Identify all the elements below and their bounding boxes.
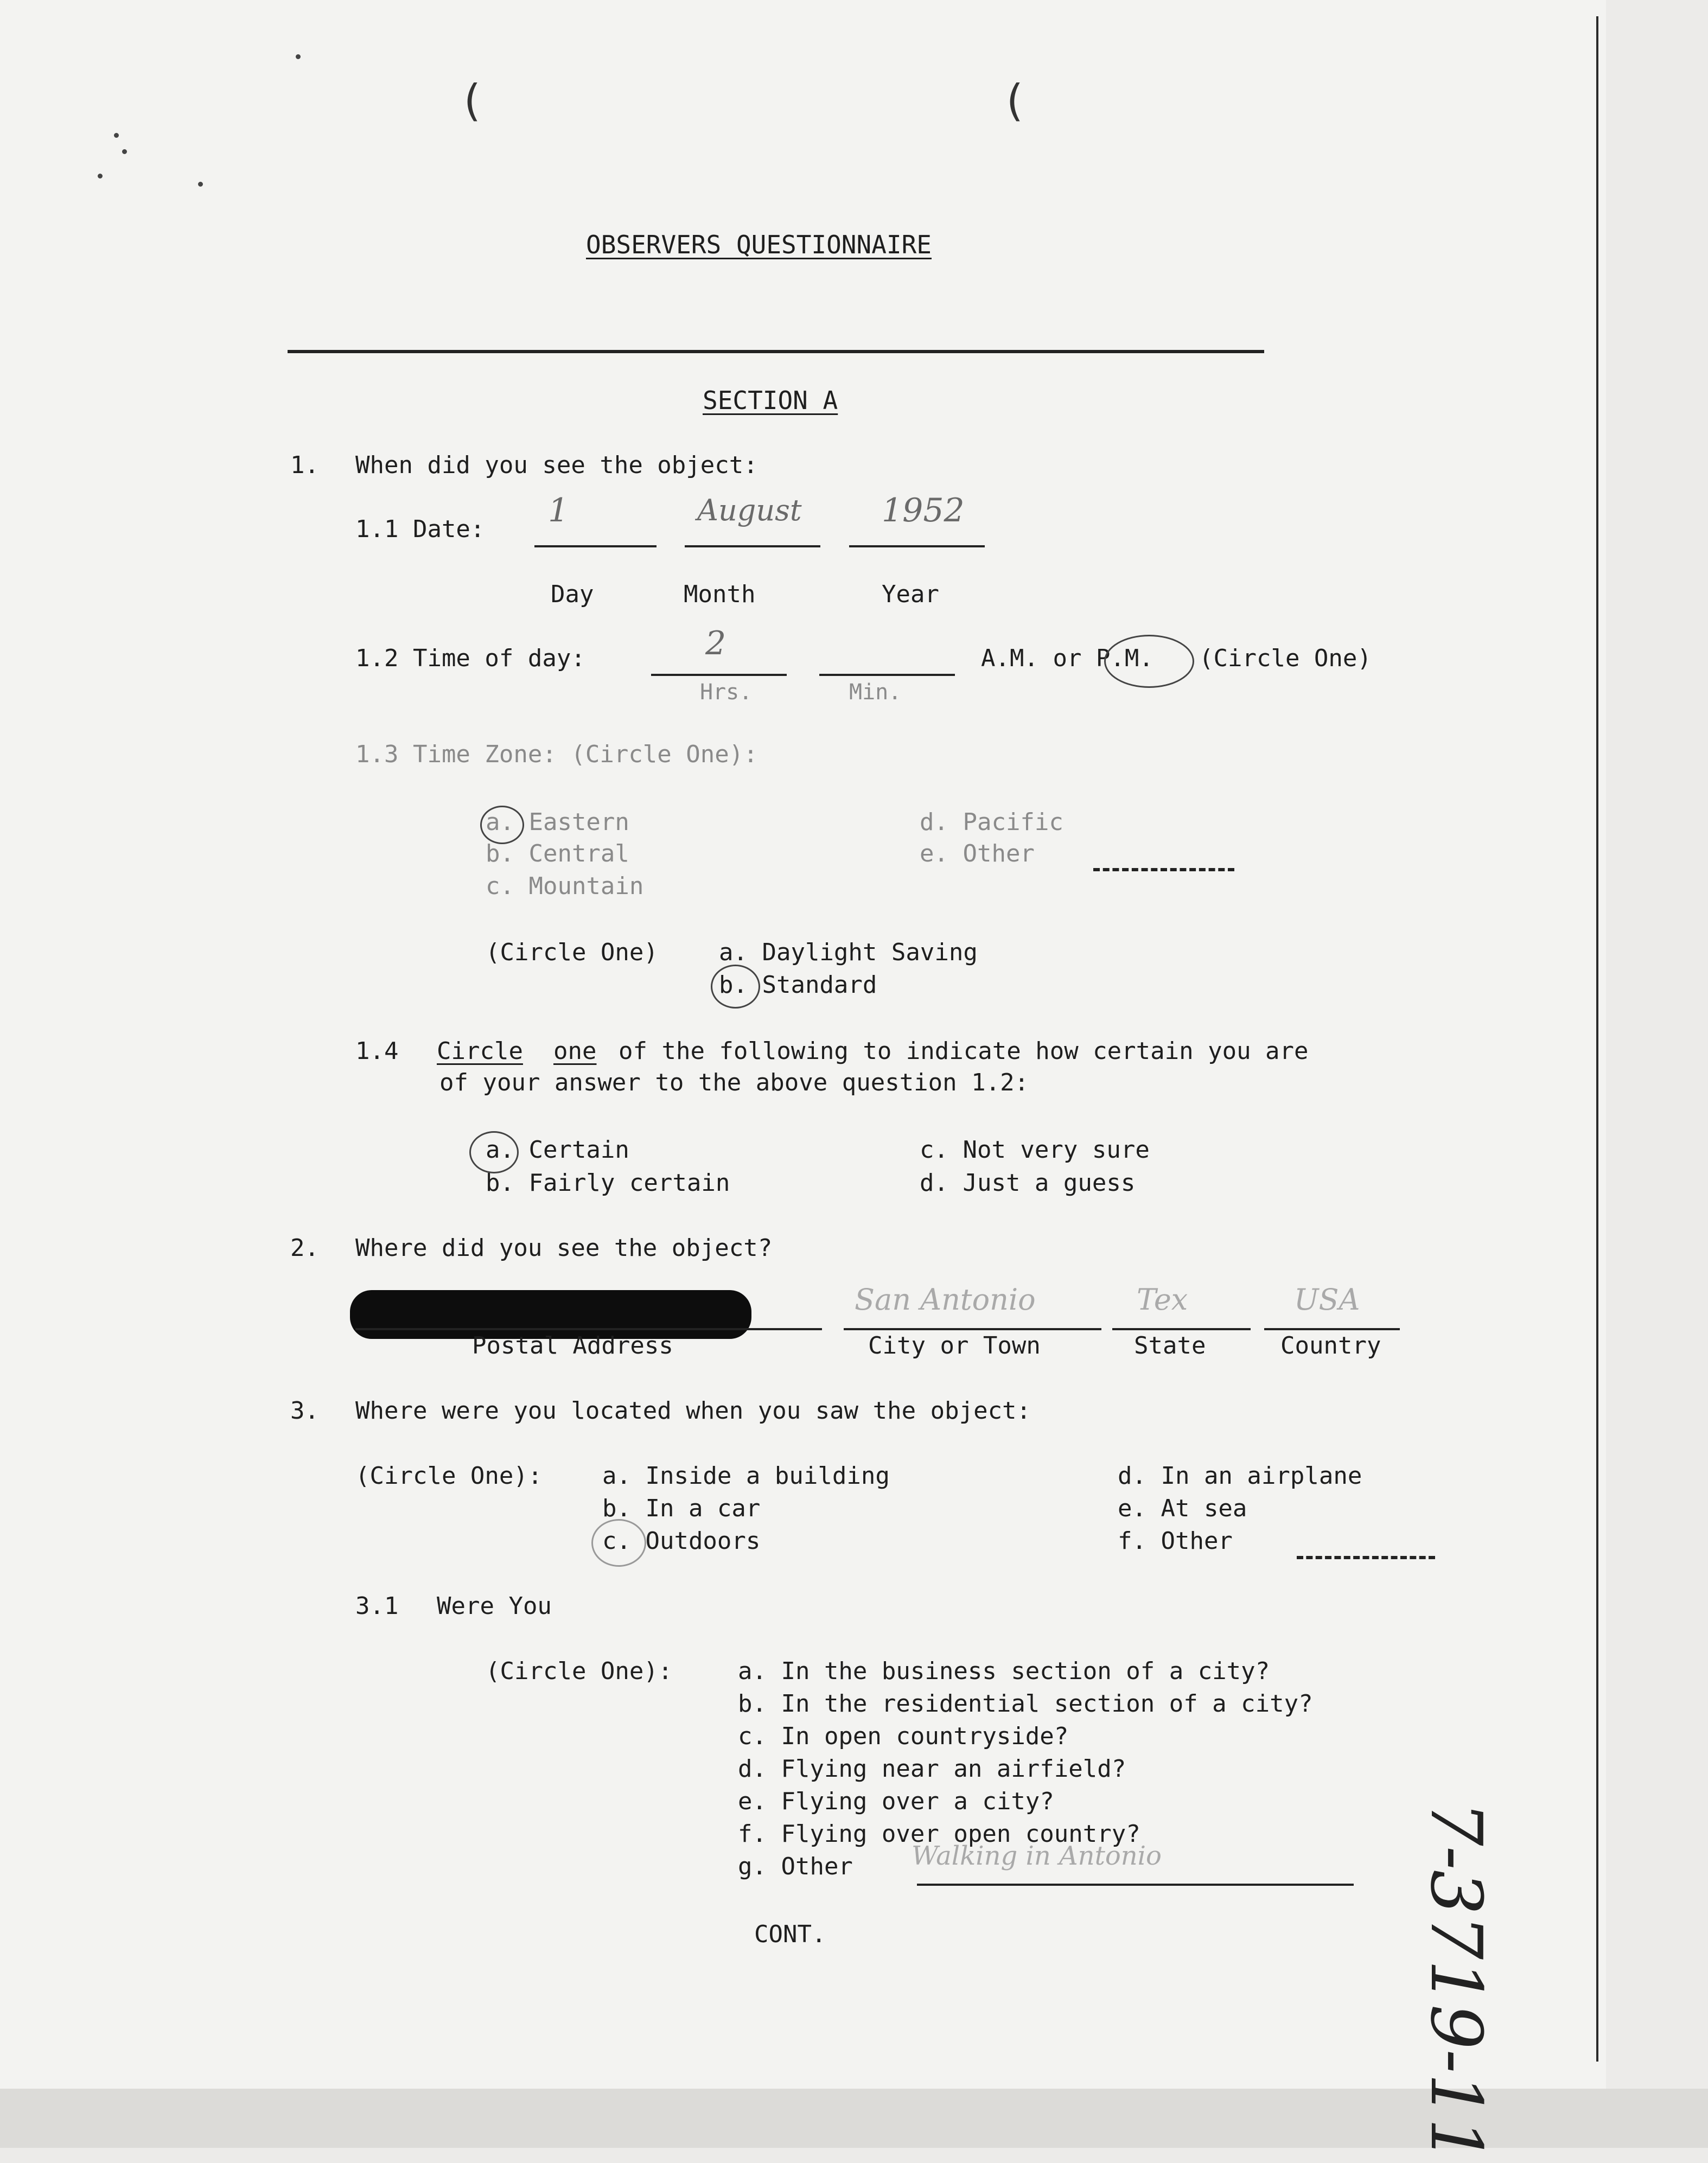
- location-option-f: f. Other: [1118, 1527, 1233, 1555]
- section-heading: SECTION A: [703, 386, 838, 415]
- zone-option-other: e. Other: [920, 840, 1035, 867]
- postal-address-line: [355, 1328, 822, 1330]
- scan-speck: [98, 174, 103, 178]
- question-text: When did you see the object:: [355, 451, 758, 479]
- certainty-circle-word: Circle: [437, 1037, 523, 1065]
- question-number: 2.: [290, 1234, 319, 1262]
- question-text: Were You: [437, 1592, 552, 1620]
- setting-option-g: g. Other: [738, 1853, 853, 1880]
- setting-other-value: Walking in Antonio: [912, 1841, 1162, 1871]
- day-caption: Day: [551, 580, 594, 608]
- margin-case-number: 7-3719-11: [1415, 1801, 1497, 2163]
- time-minutes-line: [819, 674, 955, 676]
- saving-option-standard: b. Standard: [719, 971, 877, 999]
- time-hours-line: [651, 674, 787, 676]
- location-option-d: d. In an airplane: [1118, 1462, 1362, 1490]
- certainty-one-word: one: [553, 1037, 597, 1065]
- setting-option-b: b. In the residential section of a city?: [738, 1690, 1313, 1718]
- scan-speck: [122, 149, 127, 154]
- scan-speck: [114, 133, 119, 138]
- am-pm-options: A.M. or P.M.: [981, 645, 1153, 672]
- location-option-b: b. In a car: [602, 1495, 761, 1522]
- setting-option-a: a. In the business section of a city?: [738, 1657, 1270, 1685]
- scan-speck: [296, 54, 301, 59]
- standard-circle-mark: [711, 965, 760, 1009]
- state-caption: State: [1134, 1332, 1206, 1360]
- date-year-value: 1952: [882, 492, 965, 529]
- location-option-e: e. At sea: [1118, 1495, 1247, 1522]
- document-title: OBSERVERS QUESTIONNAIRE: [586, 230, 932, 259]
- year-caption: Year: [882, 580, 939, 608]
- date-month-line: [685, 545, 820, 547]
- certainty-option-b: b. Fairly certain: [486, 1169, 730, 1197]
- certainty-number: 1.4: [355, 1037, 399, 1065]
- question-number: 1.: [290, 451, 319, 479]
- setting-option-e: e. Flying over a city?: [738, 1788, 1054, 1815]
- saving-option-daylight: a. Daylight Saving: [719, 939, 978, 966]
- certainty-text-line1: of the following to indicate how certain you are: [619, 1037, 1309, 1065]
- zone-option-mountain: c. Mountain: [486, 872, 644, 900]
- time-label: 1.2 Time of day:: [355, 645, 585, 672]
- scan-speck: [198, 182, 203, 187]
- time-zone-label: 1.3 Time Zone: (Circle One):: [355, 741, 758, 768]
- question-number: 3.: [290, 1397, 319, 1425]
- date-day-line: [534, 545, 657, 547]
- country-caption: Country: [1280, 1332, 1381, 1360]
- zone-option-eastern: a. Eastern: [486, 808, 629, 836]
- continued-note: CONT.: [754, 1920, 826, 1948]
- pm-circle-mark: [1104, 635, 1194, 688]
- time-instruction: (Circle One): [1199, 645, 1372, 672]
- location-option-c: c. Outdoors: [602, 1527, 761, 1555]
- date-day-value: 1: [548, 492, 569, 529]
- postal-address-caption: Postal Address: [472, 1332, 673, 1360]
- setting-instruction: (Circle One):: [486, 1657, 673, 1685]
- certain-circle-mark: [469, 1131, 519, 1173]
- location-instruction: (Circle One):: [355, 1462, 543, 1490]
- punch-mark: (: [1001, 75, 1028, 126]
- outdoors-circle-mark: [591, 1519, 646, 1567]
- certainty-option-d: d. Just a guess: [920, 1169, 1136, 1197]
- punch-mark: (: [458, 75, 485, 126]
- location-option-a: a. Inside a building: [602, 1462, 890, 1490]
- setting-option-f: f. Flying over open country?: [738, 1820, 1140, 1848]
- page-edge-line: [1596, 16, 1598, 2062]
- certainty-option-c: c. Not very sure: [920, 1136, 1150, 1164]
- time-hours-value: 2: [705, 624, 726, 662]
- city-caption: City or Town: [868, 1332, 1041, 1360]
- date-year-line: [849, 545, 985, 547]
- date-label: 1.1 Date:: [355, 515, 485, 543]
- zone-option-pacific: d. Pacific: [920, 808, 1063, 836]
- certainty-option-a: a. Certain: [486, 1136, 629, 1164]
- location-other-line: [1297, 1556, 1435, 1559]
- zone-other-line: [1093, 868, 1234, 871]
- country-value: USA: [1294, 1283, 1360, 1317]
- setting-option-d: d. Flying near an airfield?: [738, 1755, 1126, 1783]
- question-text: Where did you see the object?: [355, 1234, 773, 1262]
- state-line: [1112, 1328, 1251, 1330]
- city-value: San Antonio: [855, 1283, 1036, 1317]
- state-value: Tex: [1137, 1283, 1188, 1317]
- certainty-text-line2: of your answer to the above question 1.2:: [439, 1069, 1029, 1096]
- saving-instruction: (Circle One): [486, 939, 658, 966]
- zone-option-central: b. Central: [486, 840, 629, 867]
- date-month-value: August: [697, 493, 802, 527]
- month-caption: Month: [684, 580, 756, 608]
- question-text: Where were you located when you saw the object:: [355, 1397, 1031, 1425]
- minutes-caption: Min.: [849, 680, 902, 705]
- hours-caption: Hrs.: [700, 680, 753, 705]
- question-number: 3.1: [355, 1592, 399, 1620]
- city-line: [844, 1328, 1101, 1330]
- setting-option-c: c. In open countryside?: [738, 1722, 1069, 1750]
- country-line: [1264, 1328, 1400, 1330]
- setting-other-line: [917, 1884, 1354, 1886]
- zone-a-circle-mark: [480, 806, 524, 844]
- header-divider: [288, 350, 1264, 353]
